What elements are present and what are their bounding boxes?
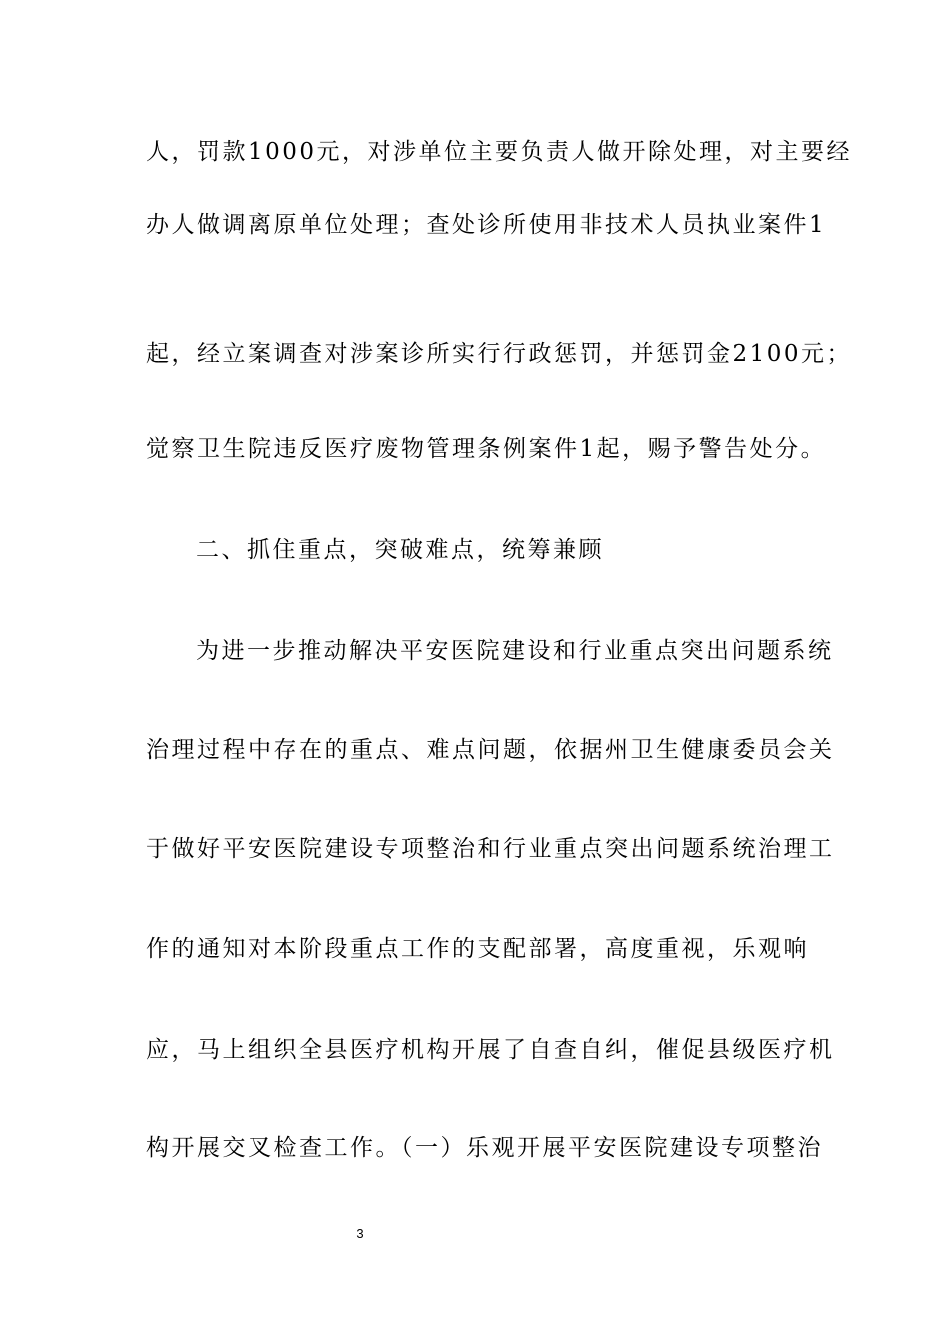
body-text-line: 治理过程中存在的重点、难点问题，依据州卫生健康委员会关 xyxy=(146,737,835,763)
page-number: 3 xyxy=(356,1226,364,1241)
body-text-line: 于做好平安医院建设专项整治和行业重点突出问题系统治理工 xyxy=(146,836,835,862)
body-text-line: 觉察卫生院违反医疗废物管理条例案件1起，赐予警告处分。 xyxy=(146,436,827,462)
body-text-line: 人，罚款1000元，对涉单位主要负责人做开除处理，对主要经 xyxy=(146,139,853,165)
body-text-line: 为进一步推动解决平安医院建设和行业重点突出问题系统 xyxy=(196,638,834,664)
body-text-line: 办人做调离原单位处理；查处诊所使用非技术人员执业案件1 xyxy=(146,212,827,238)
section-heading: 二、抓住重点，突破难点，统筹兼顾 xyxy=(196,537,604,563)
body-text-line: 起，经立案调查对涉案诊所实行行政惩罚，并惩罚金2100元； xyxy=(146,341,853,367)
body-text-line: 应，马上组织全县医疗机构开展了自查自纠，催促县级医疗机 xyxy=(146,1037,835,1063)
body-text-line: 作的通知对本阶段重点工作的支配部署，高度重视，乐观响 xyxy=(146,936,809,962)
body-text-line: 构开展交叉检查工作。（一）乐观开展平安医院建设专项整治 xyxy=(146,1135,823,1161)
